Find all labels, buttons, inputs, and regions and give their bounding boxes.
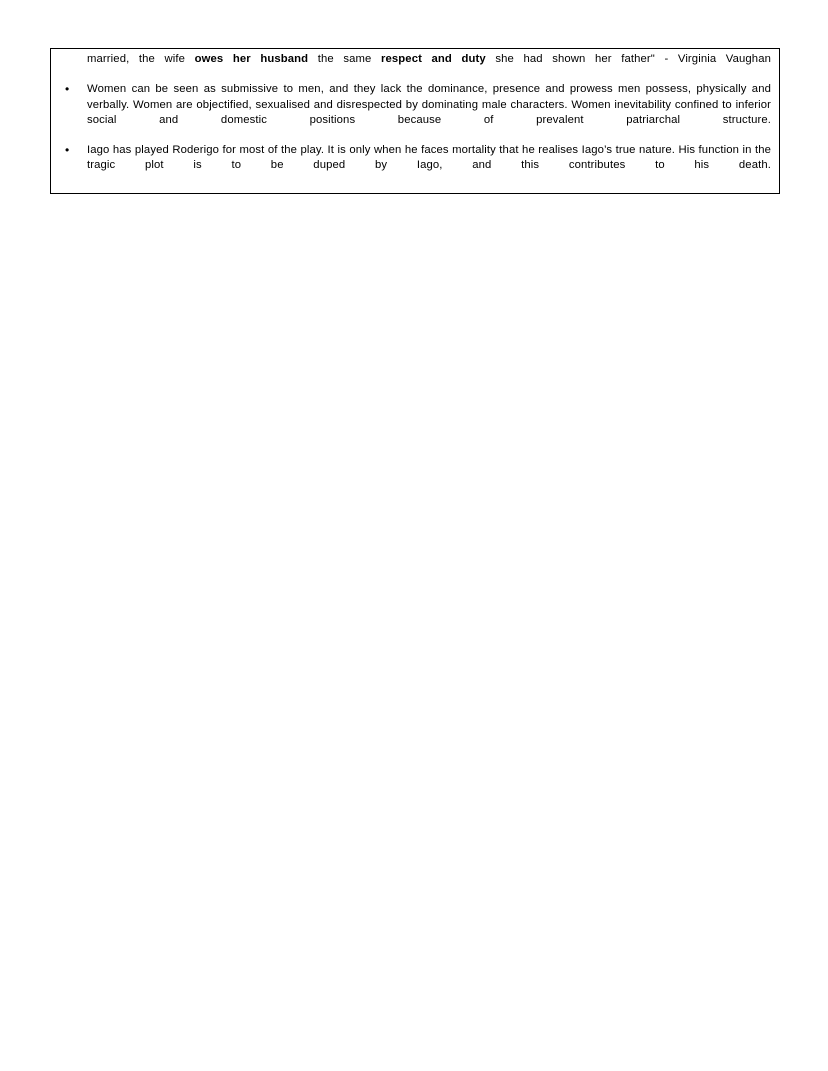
- list-item-text: Iago has played Roderigo for most of the play. It is only when he faces mortality that he realises Iago’s true nature. His function in the tragic plot is to be duped by Iago, and this contributes to his death.: [87, 144, 771, 172]
- paragraph-run-plain-1: married, the wife: [87, 53, 195, 65]
- bullet-list: [57, 82, 773, 188]
- paragraph-run-plain-3: she had shown her father" - Virginia Vaughan: [485, 53, 771, 65]
- list-item: [57, 82, 773, 143]
- paragraph-run-bold-1: owes her husband: [194, 53, 309, 65]
- bullet-marker-icon: •: [65, 82, 70, 97]
- bordered-text-box: [50, 48, 780, 194]
- paragraph-run-plain-2: the same: [308, 53, 381, 65]
- list-item: [57, 143, 773, 189]
- continuation-paragraph: [57, 52, 773, 82]
- bullet-marker-icon: •: [65, 143, 70, 158]
- list-item-text: Women can be seen as submissive to men, and they lack the dominance, presence and prowess men possess, physically and verbally. Women are objectified, sexualised and disrespected by dominating male characters. Women inevitability confined to inferior social and domestic positions because of prevalent patriarchal structure.: [87, 83, 771, 126]
- paragraph-run-bold-2: respect and duty: [380, 53, 486, 65]
